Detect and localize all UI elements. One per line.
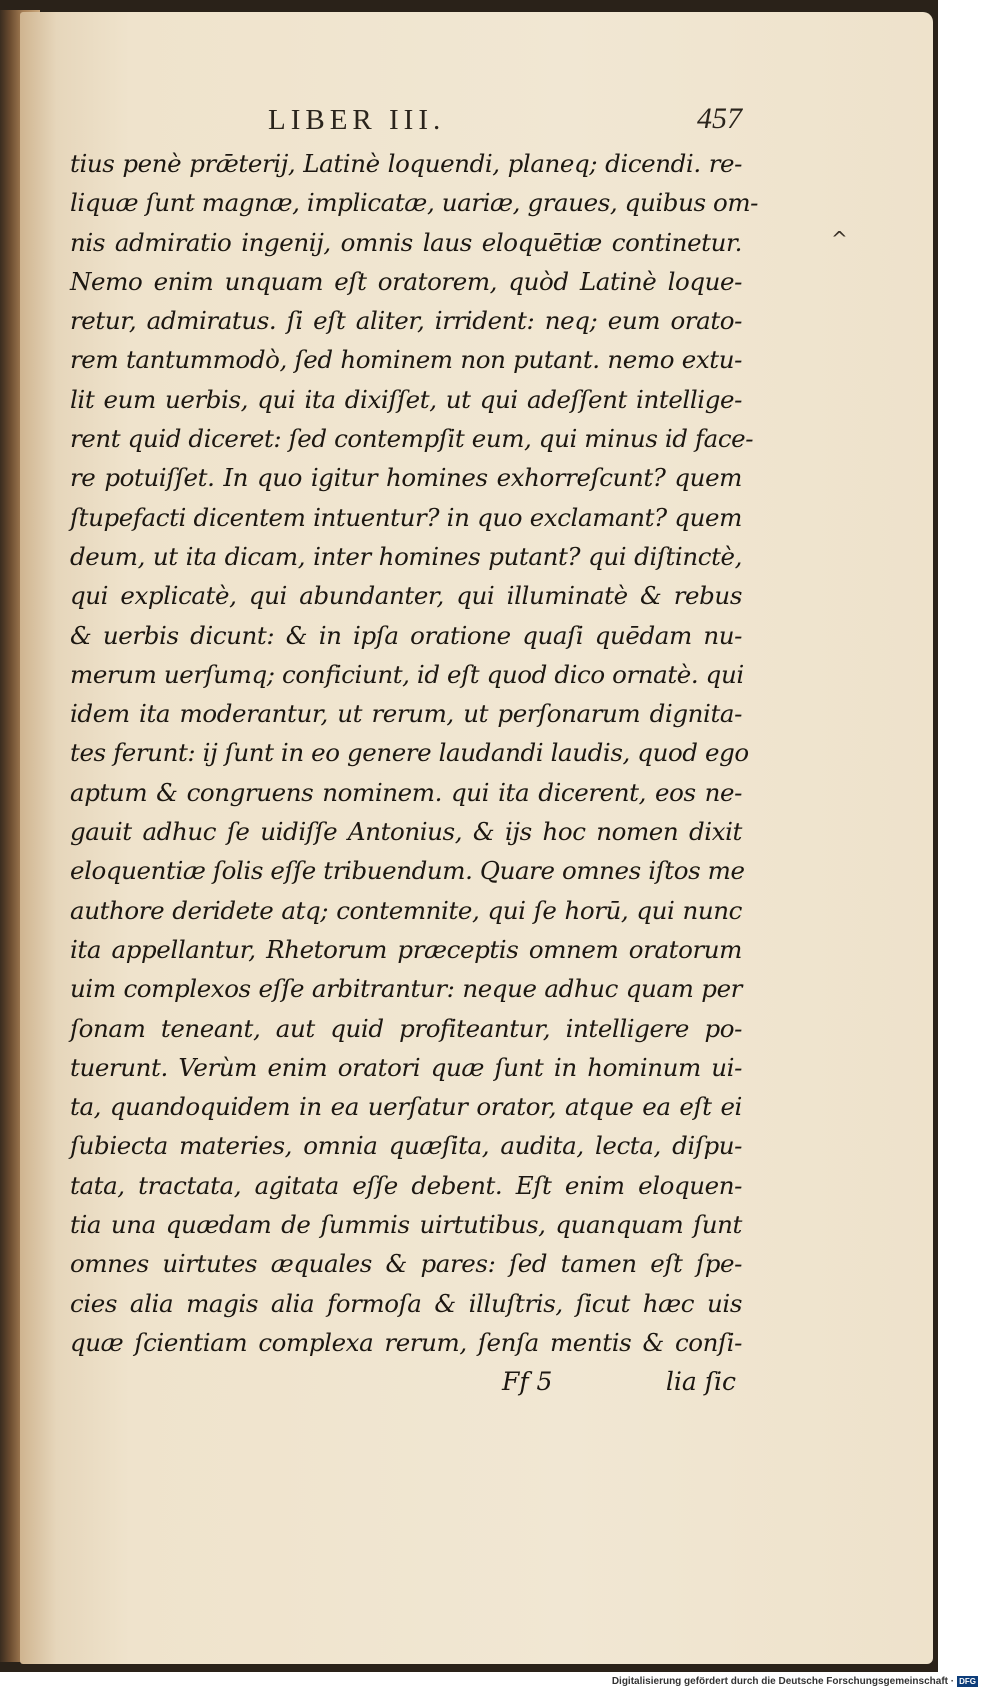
text-line: omnes uirtutes æquales & pares: ſed tamen eſt ſpe- xyxy=(70,1249,742,1279)
text-line: tata, tractata, agitata eſſe debent. Eſt enim eloquen- xyxy=(70,1170,742,1200)
text-line: tia una quædam de ſummis uirtutibus, quanquam ſunt xyxy=(70,1210,742,1240)
dfg-logo: DFG xyxy=(959,1677,976,1686)
text-line: deum, ut ita dicam, inter homines putant? qui diſtinctè, xyxy=(70,541,742,571)
page-header xyxy=(70,104,742,144)
text-line: quæ ſcientiam complexa rerum, ſenſa mentis & conſi- xyxy=(70,1327,742,1357)
text-line: rem tantummodò, ſed hominem non putant. nemo extu- xyxy=(70,345,742,375)
text-line: tius penè prǣterij, Latinè loquendi, planeq; dicendi. re- xyxy=(70,149,742,178)
text-line: gauit adhuc ſe uidiſſe Antonius, & ijs hoc nomen dixit xyxy=(70,817,742,847)
text-line: rent quid diceret: ſed contempſit eum, qui minus id face- xyxy=(70,424,754,454)
text-line: uim complexos eſſe arbitrantur: neque adhuc quam per xyxy=(70,974,742,1004)
signature-mark: Ff 5 xyxy=(502,1367,553,1397)
text-line: ſonam teneant, aut quid profiteantur, intelligere po- xyxy=(70,1013,742,1043)
text-line: ſtupefacti dicentem intuentur? in quo exclamant? quem xyxy=(70,502,742,532)
text-line: retur, admiratus. ſi eſt aliter, irrident: neq; eum orato- xyxy=(70,306,742,336)
text-line: idem ita moderantur, ut rerum, ut perſonarum dignita- xyxy=(70,699,742,729)
text-line: cies alia magis alia formoſa & illuſtris, ſicut hæc uis xyxy=(70,1288,742,1318)
text-line: liquæ ſunt magnæ, implicatæ, uariæ, graues, quibus om- xyxy=(70,188,759,218)
text-line: tes ferunt: ij ſunt in eo genere laudandi laudis, quod ego xyxy=(70,738,749,768)
text-line: qui explicatè, qui abundanter, qui illuminatè & rebus xyxy=(70,581,742,611)
book-page xyxy=(20,12,933,1664)
text-block xyxy=(70,102,759,1402)
text-line: eloquentiæ ſolis eſſe tribuendum. Quare omnes iſtos me xyxy=(70,856,745,886)
text-line: re potuiſſet. In quo igitur homines exhorreſcunt? quem xyxy=(70,463,742,493)
text-line: merum uerſumq; conficiunt, id eſt quod dico ornatè. qui xyxy=(70,659,744,689)
text-line: ta, quandoquidem in ea uerſatur orator, atque ea eſt ei xyxy=(70,1092,742,1122)
text-line: ſubiecta materies, omnia quæſita, audita, lecta, diſpu- xyxy=(70,1131,742,1161)
text-line: nis admiratio ingenij, omnis laus eloquētiæ continetur. xyxy=(70,227,742,257)
running-head: LIBER III. xyxy=(268,104,446,136)
text-line: authore deridete atq; contemnite, qui ſe horū, qui nunc xyxy=(70,895,742,925)
credit-text: Digitalisierung gefördert durch die Deutsche Forschungsgemeinschaft · xyxy=(611,1676,955,1688)
text-line: Nemo enim unquam eſt oratorem, quòd Latinè loque- xyxy=(70,266,742,296)
page-footer xyxy=(70,1362,742,1402)
page-number: 457 xyxy=(697,102,742,135)
text-line: aptum & congruens nominem. qui ita dicerent, eos ne- xyxy=(70,777,742,807)
text-line: lit eum uerbis, qui ita dixiſſet, ut qui adeſſent intellige- xyxy=(70,384,742,414)
text-line: & uerbis dicunt: & in ipſa oratione quaſi quēdam nu- xyxy=(70,620,742,650)
body-text xyxy=(70,144,759,1362)
catchword: lia ſic xyxy=(665,1367,736,1397)
margin-mark: ^ xyxy=(831,227,848,251)
text-line: ita appellantur, Rhetorum præceptis omnem oratorum xyxy=(70,934,742,964)
text-line: tuerunt. Verùm enim oratori quæ ſunt in hominum ui- xyxy=(70,1052,742,1082)
digitization-credit xyxy=(612,1676,978,1687)
